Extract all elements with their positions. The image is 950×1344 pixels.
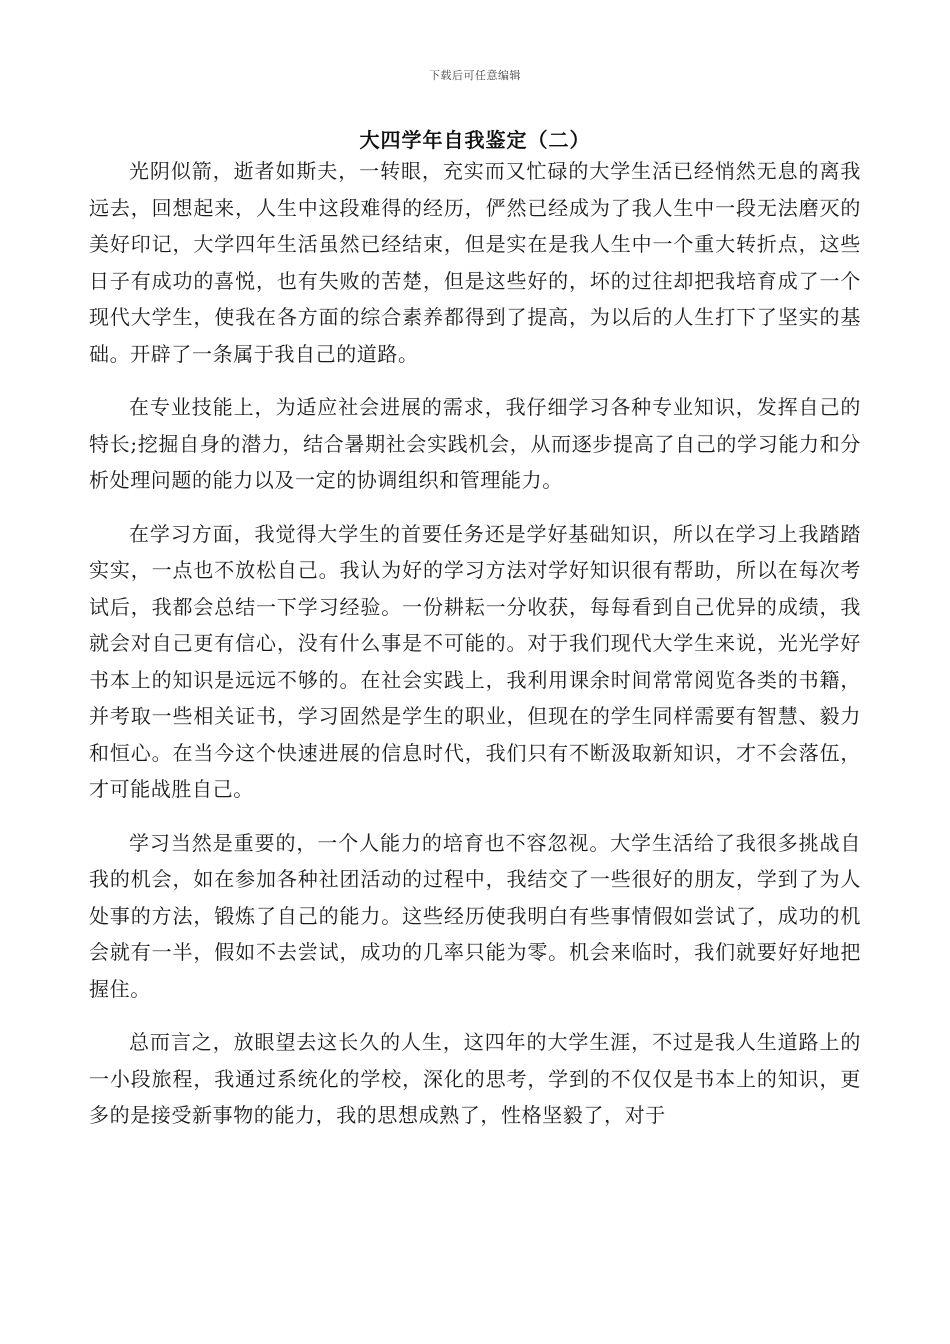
- header-note: 下载后可任意编辑: [429, 69, 521, 82]
- paragraph-4: 学习当然是重要的，一个人能力的培育也不容忽视。大学生活给了我很多挑战自我的机会，如在参加各种社团活动的过程中，我结交了一些很好的朋友，学到了为人处事的方法，锻炼了自己的能力。这些经历使我明白有些事情假如尝试了，成功的机会就有一半，假如不去尝试，成功的几率只能为零。机会来临时，我们就要好好地把握住。: [89, 830, 861, 1001]
- paragraph-1: 光阴似箭，逝者如斯夫，一转眼，充实而又忙碌的大学生活已经悄然无息的离我远去，回想起来，人生中这段难得的经历，俨然已经成为了我人生中一段无法磨灭的美好印记，大学四年生活虽然已经结束，但是实在是我人生中一个重大转折点，这些日子有成功的喜悦，也有失败的苦楚，但是这些好的，坏的过往却把我培育成了一个现代大学生，使我在各方面的综合素养都得到了提高，为以后的人生打下了坚实的基础。开辟了一条属于我自己的道路。: [89, 159, 861, 366]
- paragraph-3: 在学习方面，我觉得大学生的首要任务还是学好基础知识，所以在学习上我踏踏实实，一点也不放松自己。我认为好的学习方法对学好知识很有帮助，所以在每次考试后，我都会总结一下学习经验。一份耕耘一分收获，每每看到自己优异的成绩，我就会对自己更有信心，没有什么事是不可能的。对于我们现代大学生来说，光光学好书本上的知识是远远不够的。在社会实践上，我利用课余时间常常阅览各类的书籍，并考取一些相关证书，学习固然是学生的职业，但现在的学生同样需要有智慧、毅力和恒心。在当今这个快速进展的信息时代，我们只有不断汲取新知识，才不会落伍，才可能战胜自己。: [89, 521, 861, 801]
- document-body: [89, 153, 861, 1151]
- paragraph-5: 总而言之，放眼望去这长久的人生，这四年的大学生涯，不过是我人生道路上的一小段旅程，我通过系统化的学校，深化的思考，学到的不仅仅是书本上的知识，更多的是接受新事物的能力，我的思想成熟了，性格坚毅了，对于: [89, 1030, 861, 1127]
- document-title: 大四学年自我鉴定（二）: [359, 128, 591, 152]
- paragraph-2: 在专业技能上，为适应社会进展的需求，我仔细学习各种专业知识，发挥自己的特长;挖掘自身的潜力，结合暑期社会实践机会，从而逐步提高了自己的学习能力和分析处理问题的能力以及一定的协调组织和管理能力。: [89, 395, 861, 492]
